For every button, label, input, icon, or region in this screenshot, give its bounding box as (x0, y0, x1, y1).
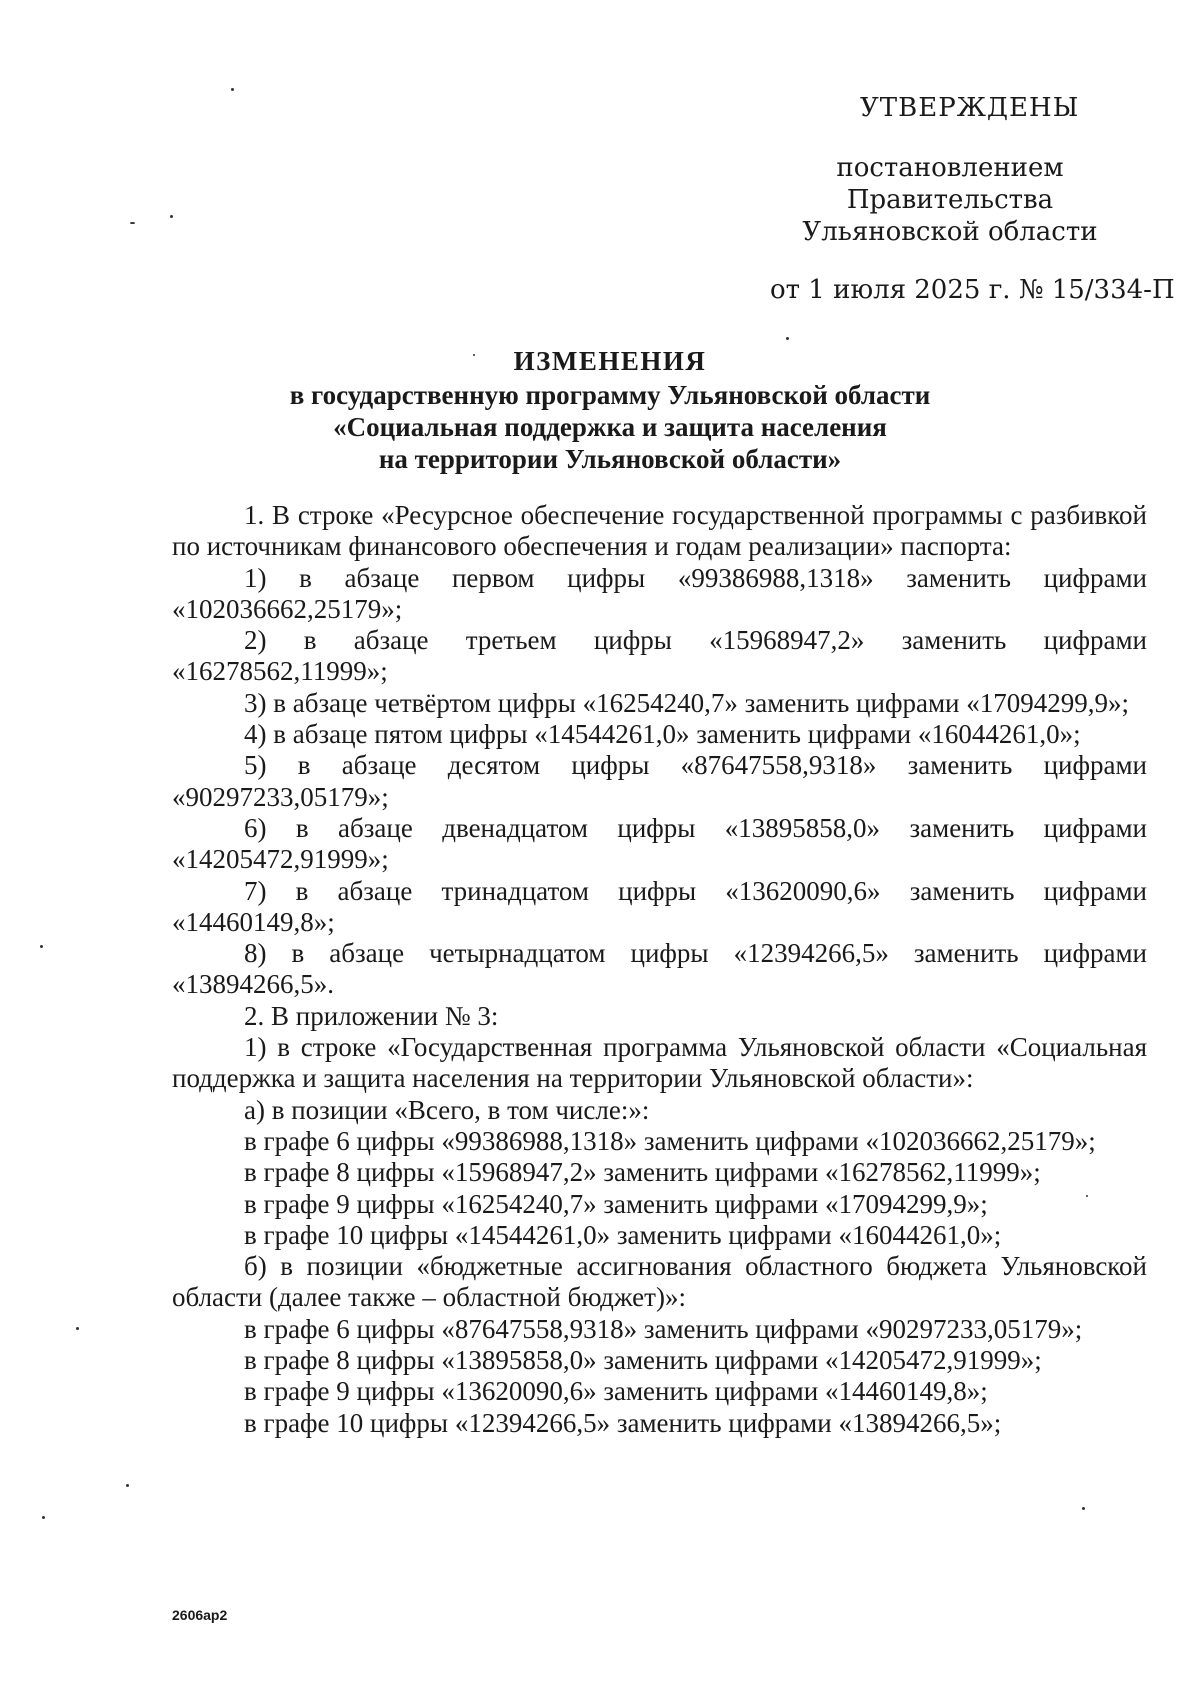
scan-speck (1086, 1195, 1088, 1197)
paragraph-1-item-8: 8) в абзаце четырнадцатом цифры «12394266,5» заменить цифрами «13894266,5». (172, 938, 1147, 1000)
paragraph-2-subitem-b: б) в позиции «бюджетные ассигнования областного бюджета Ульяновской области (далее также – областной бюджет)»: (172, 1251, 1147, 1313)
paragraph-2-subitem-b-4: в графе 10 цифры «12394266,5» заменить цифрами «13894266,5»; (244, 1407, 1002, 1438)
document-title (160, 345, 1060, 475)
paragraph-1-item-1: 1) в абзаце первом цифры «99386988,1318» заменить цифрами «102036662,25179»; (172, 562, 1147, 624)
title-main: ИЗМЕНЕНИЯ (513, 346, 707, 376)
resolution-date-number: от 1 июля 2025 г. № 15/334-П (770, 275, 1175, 305)
scan-speck (1082, 1507, 1085, 1510)
paragraph-1: 1. В строке «Ресурсное обеспечение государственной программы с разбивкой по источникам финансового обеспечения и годам реализации» паспорта: (172, 500, 1147, 562)
paragraph-2-subitem-a: а) в позиции «Всего, в том числе:»: (244, 1094, 650, 1125)
paragraph-1-item-6: 6) в абзаце двенадцатом цифры «13895858,0» заменить цифрами «14205472,91999»; (172, 812, 1147, 875)
document-body (172, 500, 1147, 1439)
paragraph-2-subitem-b-3: в графе 9 цифры «13620090,6» заменить цифрами «14460149,8»; (244, 1376, 988, 1407)
approval-stamp (760, 92, 1175, 306)
document-code: 2606ap2 (172, 1607, 228, 1623)
scan-speck (126, 1484, 129, 1487)
title-line-2: «Социальная поддержка и защита населения (333, 412, 887, 442)
scan-speck (40, 945, 43, 948)
paragraph-2-subitem-a-2: в графе 8 цифры «15968947,2» заменить цифрами «16278562,11999»; (244, 1157, 1041, 1188)
scan-speck (76, 1327, 79, 1330)
scan-speck (130, 222, 135, 224)
scan-speck (231, 88, 234, 91)
scan-speck (473, 354, 475, 356)
paragraph-2-subitem-a-3: в графе 9 цифры «16254240,7» заменить цифрами «17094299,9»; (244, 1188, 988, 1219)
paragraph-1-item-3: 3) в абзаце четвёртом цифры «16254240,7» заменить цифрами «17094299,9»; (244, 687, 1129, 718)
paragraph-1-item-5: 5) в абзаце десятом цифры «87647558,9318» заменить цифрами «90297233,05179»; (172, 750, 1147, 812)
resolution-line-1: постановлением Правительства (836, 153, 1064, 215)
paragraph-1-item-2: 2) в абзаце третьем цифры «15968947,2» заменить цифрами «16278562,11999»; (172, 625, 1147, 687)
title-line-3: на территории Ульяновской области» (378, 444, 842, 474)
paragraph-2-subitem-a-1: в графе 6 цифры «99386988,1318» заменить цифрами «102036662,25179»; (244, 1125, 1096, 1156)
resolution-line-2: Ульяновской области (802, 217, 1098, 247)
title-line-1: в государственную программу Ульяновской области (289, 380, 931, 410)
approved-label: УТВЕРЖДЕНЫ (860, 93, 1080, 123)
scan-speck (786, 337, 789, 340)
paragraph-1-item-7: 7) в абзаце тринадцатом цифры «13620090,6» заменить цифрами «14460149,8»; (172, 875, 1147, 937)
resolution-reference (760, 152, 1140, 248)
paragraph-2: 2. В приложении № 3: (244, 1000, 499, 1031)
paragraph-1-item-4: 4) в абзаце пятом цифры «14544261,0» заменить цифрами «16044261,0»; (244, 719, 1081, 750)
paragraph-2-item-1: 1) в строке «Государственная программа Ульяновской области «Социальная поддержка и защита населения на территории Ульяновской области»: (172, 1032, 1147, 1094)
paragraph-2-subitem-b-2: в графе 8 цифры «13895858,0» заменить цифрами «14205472,91999»; (244, 1345, 1042, 1376)
paragraph-2-subitem-a-4: в графе 10 цифры «14544261,0» заменить цифрами «16044261,0»; (244, 1219, 1002, 1250)
scan-speck (170, 215, 173, 218)
paragraph-2-subitem-b-1: в графе 6 цифры «87647558,9318» заменить цифрами «90297233,05179»; (244, 1313, 1083, 1344)
scan-speck (42, 1516, 45, 1519)
